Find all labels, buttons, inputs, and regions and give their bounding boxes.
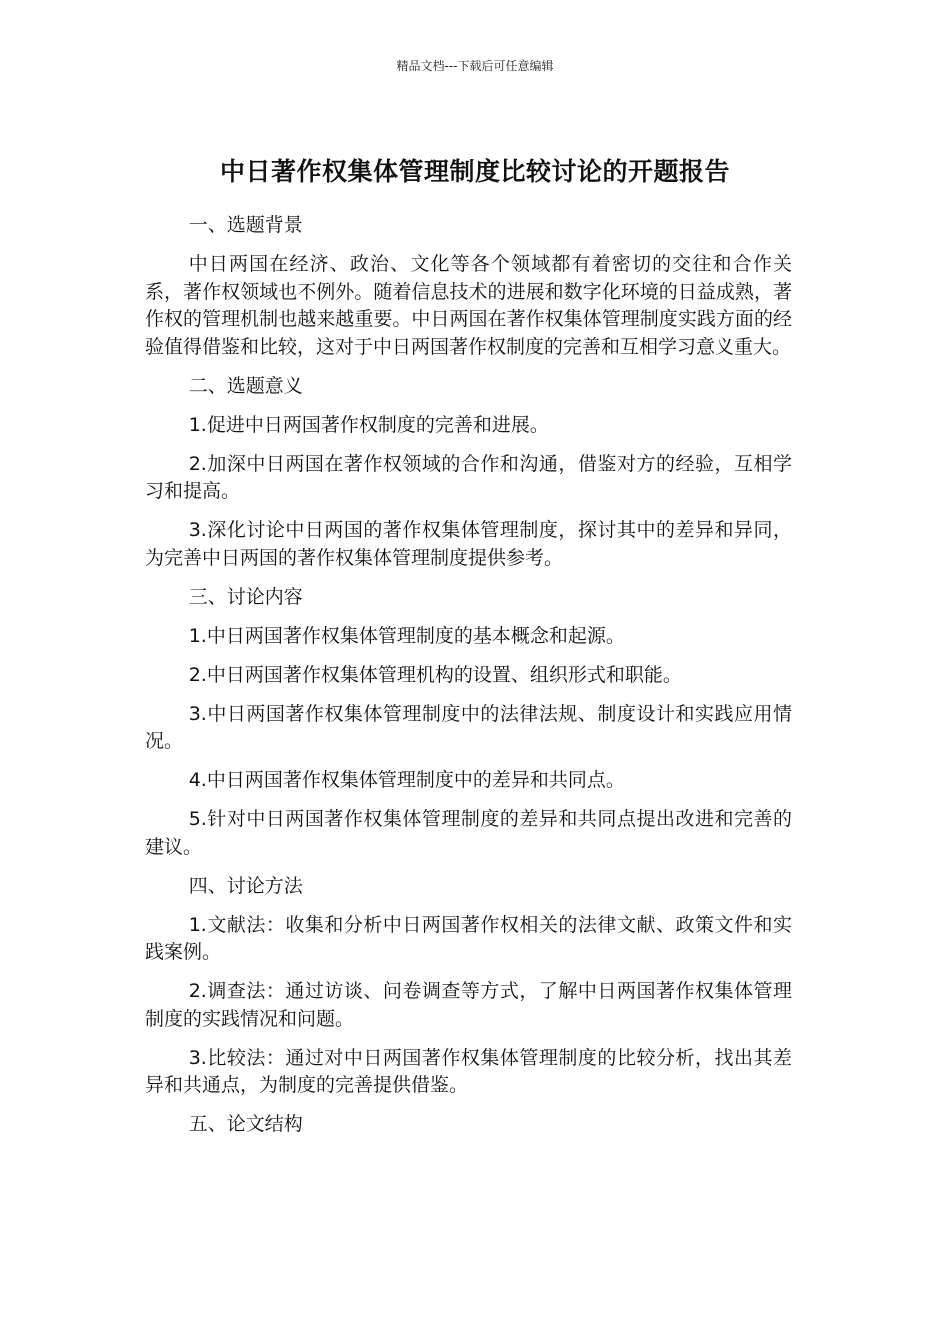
list-item-content-4: 4.中日两国著作权集体管理制度中的差异和共同点。	[188, 769, 625, 791]
document-body	[145, 212, 792, 1150]
list-item-significance-1: 1.促进中日两国著作权制度的完善和进展。	[188, 413, 549, 436]
list-item-content-2: 2.中日两国著作权集体管理机构的设置、组织形式和职能。	[188, 663, 682, 686]
section-heading-significance: 二、选题意义	[188, 374, 303, 397]
paragraph-background: 中日两国在经济、政治、文化等各个领域都有着密切的交往和合作关系，著作权领域也不例外。随着信息技术的进展和数字化环境的日益成熟，著作权的管理机制也越来越重要。中日两国在著作权集体管理制度实践方面的经验值得借鉴和比较，这对于中日两国著作权制度的完善和互相学习意义重大。	[145, 253, 792, 358]
list-item-method-3: 3.比较法：通过对中日两国著作权集体管理制度的比较分析，找出其差异和共通点，为制度的完善提供借鉴。	[145, 1046, 792, 1096]
list-item-content-5: 5.针对中日两国著作权集体管理制度的差异和共同点提出改进和完善的建议。	[145, 808, 792, 858]
list-item-method-2: 2.调查法：通过访谈、问卷调查等方式，了解中日两国著作权集体管理制度的实践情况和问题。	[145, 980, 792, 1030]
page-header: 精品文档---下载后可任意编辑	[396, 59, 554, 73]
list-item-content-3: 3.中日两国著作权集体管理制度中的法律法规、制度设计和实践应用情况。	[145, 702, 792, 752]
list-item-significance-2: 2.加深中日两国在著作权领域的合作和沟通，借鉴对方的经验，互相学习和提高。	[145, 452, 792, 502]
list-item-content-1: 1.中日两国著作权集体管理制度的基本概念和起源。	[188, 624, 625, 647]
list-item-method-1: 1.文献法：收集和分析中日两国著作权相关的法律文献、政策文件和实践案例。	[145, 913, 792, 963]
list-item-significance-3: 3.深化讨论中日两国的著作权集体管理制度，探讨其中的差异和异同，为完善中日两国的著作权集体管理制度提供参考。	[145, 519, 792, 569]
section-heading-background: 一、选题背景	[188, 214, 303, 236]
section-heading-methods: 四、讨论方法	[188, 874, 303, 897]
document-title: 中日著作权集体管理制度比较讨论的开题报告	[219, 156, 730, 186]
section-heading-structure: 五、论文结构	[188, 1113, 303, 1135]
section-heading-content: 三、讨论内容	[188, 585, 303, 608]
